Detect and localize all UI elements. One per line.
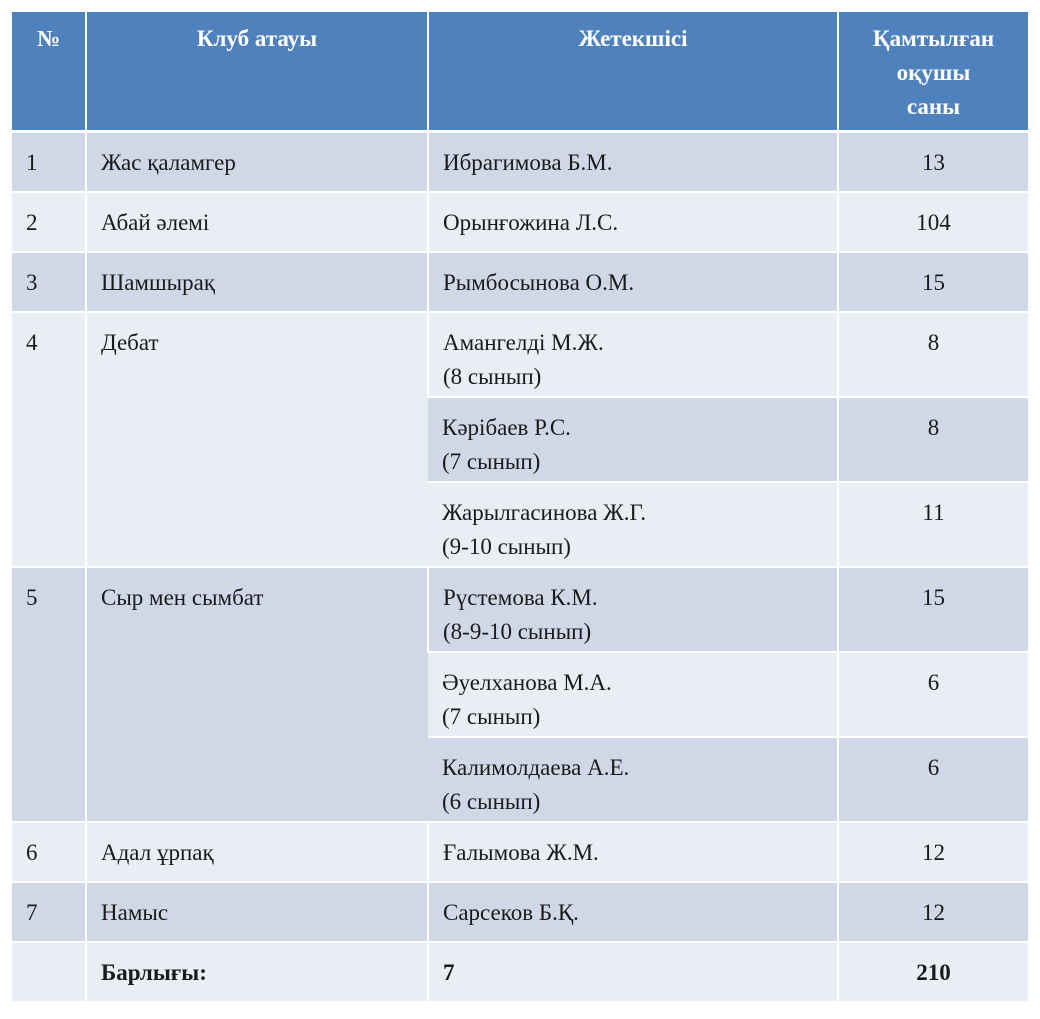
leader-grade-note: (8-9-10 сынып) [443, 618, 592, 644]
student-count: 12 [838, 822, 1028, 882]
leader-name [428, 312, 838, 397]
leader-grade-note: (9-10 сынып) [442, 533, 571, 559]
leader-name [428, 397, 838, 482]
table-row [12, 312, 1028, 397]
club-name: Шамшырақ [86, 252, 428, 312]
club-name: Адал ұрпақ [86, 822, 428, 882]
leader-name [428, 567, 838, 652]
table-row [12, 192, 1028, 252]
leader-name [428, 482, 838, 567]
header-row [12, 12, 1028, 132]
table-row [12, 567, 1028, 652]
student-count: 15 [838, 252, 1028, 312]
leader-full-name: Калимолдаева А.Е. [442, 754, 630, 780]
student-count: 11 [838, 482, 1028, 567]
student-count: 15 [838, 567, 1028, 652]
leader-grade-note: (7 сынып) [442, 703, 541, 729]
row-number: 5 [12, 567, 86, 822]
student-count: 12 [838, 882, 1028, 942]
club-name: Абай әлемі [86, 192, 428, 252]
leader-name [428, 652, 838, 737]
row-number: 1 [12, 132, 86, 192]
clubs-table-container [12, 12, 1028, 1003]
leader-name: Ғалымова Ж.М. [428, 822, 838, 882]
header-student-count-line3: саны [906, 94, 961, 119]
student-count: 13 [838, 132, 1028, 192]
table-row [12, 252, 1028, 312]
leader-name: Рымбосынова О.М. [428, 252, 838, 312]
leader-name: Сарсеков Б.Қ. [428, 882, 838, 942]
leader-full-name: Рүстемова К.М. [443, 584, 598, 610]
total-clubs: 7 [428, 942, 838, 1002]
student-count: 8 [838, 397, 1028, 482]
header-student-count-line2: оқушы [896, 60, 971, 85]
total-label: Барлығы: [86, 942, 428, 1002]
header-leader: Жетекшісі [428, 12, 838, 132]
header-student-count-line1: Қамтылған [872, 26, 995, 51]
clubs-table [12, 12, 1028, 1003]
row-number: 3 [12, 252, 86, 312]
leader-grade-note: (8 сынып) [443, 363, 542, 389]
student-count: 104 [838, 192, 1028, 252]
leader-full-name: Амангелді М.Ж. [443, 329, 604, 355]
leader-full-name: Әуелханова М.А. [442, 669, 612, 695]
leader-full-name: Кәрібаев Р.С. [442, 414, 571, 440]
student-count: 8 [838, 312, 1028, 397]
leader-full-name: Жарылгасинова Ж.Г. [442, 499, 646, 525]
club-name: Сыр мен сымбат [86, 567, 428, 822]
total-number-cell [12, 942, 86, 1002]
table-row [12, 132, 1028, 192]
row-number: 2 [12, 192, 86, 252]
header-number: № [12, 12, 86, 132]
table-row [12, 882, 1028, 942]
leader-grade-note: (6 сынып) [442, 788, 541, 814]
total-row [12, 942, 1028, 1002]
student-count: 6 [838, 652, 1028, 737]
club-name: Дебат [86, 312, 428, 567]
leader-name: Орынғожина Л.С. [428, 192, 838, 252]
leader-name [428, 737, 838, 822]
club-name: Намыс [86, 882, 428, 942]
leader-grade-note: (7 сынып) [442, 448, 541, 474]
row-number: 4 [12, 312, 86, 567]
club-name: Жас қаламгер [86, 132, 428, 192]
header-student-count [838, 12, 1028, 132]
leader-name: Ибрагимова Б.М. [428, 132, 838, 192]
total-student-count: 210 [838, 942, 1028, 1002]
row-number: 6 [12, 822, 86, 882]
student-count: 6 [838, 737, 1028, 822]
header-club-name: Клуб атауы [86, 12, 428, 132]
table-row [12, 822, 1028, 882]
row-number: 7 [12, 882, 86, 942]
